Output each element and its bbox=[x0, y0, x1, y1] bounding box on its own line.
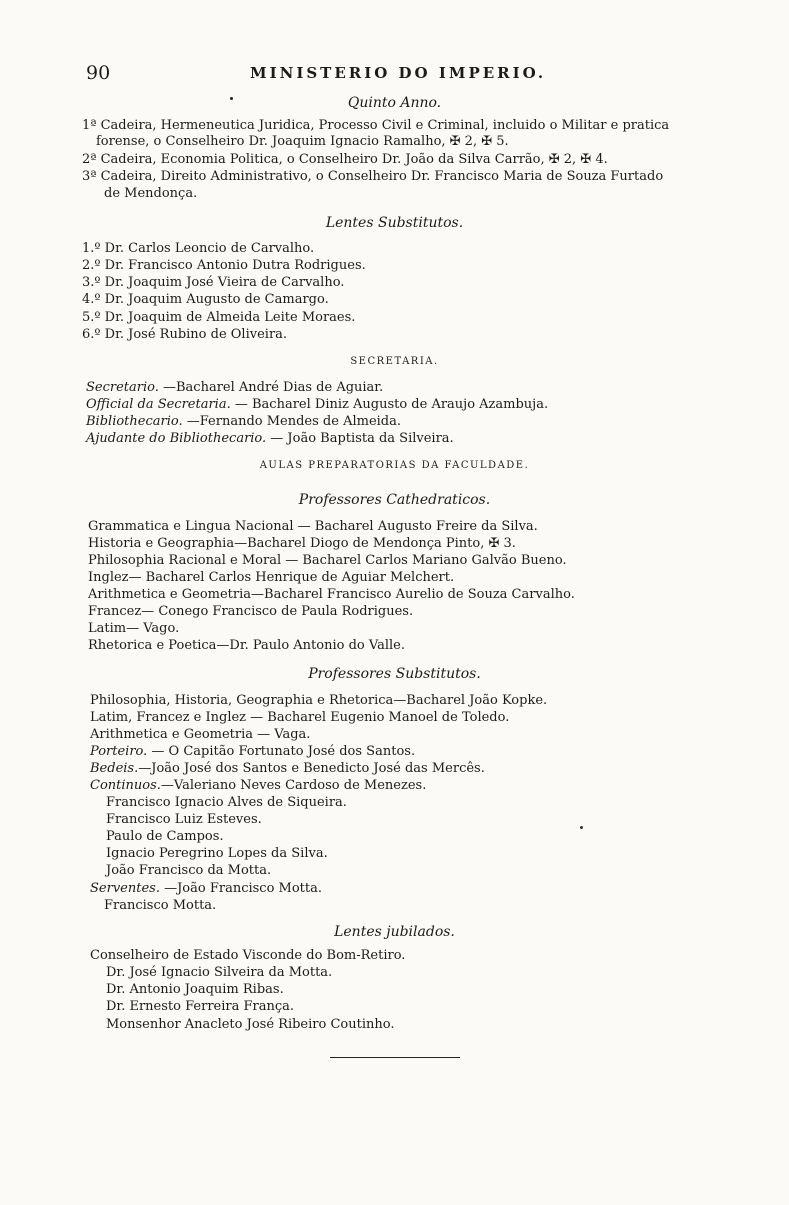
lente-substituto-line: 1.º Dr. Carlos Leoncio de Carvalho. bbox=[82, 241, 315, 256]
quinto-line: 1ª Cadeira, Hermeneutica Juridica, Processo Civil e Criminal, incluido o Militar e pratica bbox=[82, 118, 670, 133]
jubilado-line: Dr. Antonio Joaquim Ribas. bbox=[106, 982, 284, 997]
page-number: 90 bbox=[86, 62, 111, 84]
continuo-line: Francisco Luiz Esteves. bbox=[106, 812, 262, 827]
running-title: MINISTERIO DO IMPERIO. bbox=[250, 64, 547, 82]
cathedratico-line: Historia e Geographia—Bacharel Diogo de Mendonça Pinto, ✠ 3. bbox=[88, 536, 516, 551]
role-label: Bibliothecario. bbox=[86, 414, 183, 429]
professores-cathedraticos-heading: Professores Cathedraticos. bbox=[298, 492, 491, 508]
cathedratico-line: Inglez— Bacharel Carlos Henrique de Aguiar Melchert. bbox=[88, 570, 455, 585]
role-label: Continuos. bbox=[90, 778, 161, 793]
role-label: Secretario. bbox=[86, 380, 159, 395]
continuo-line: Paulo de Campos. bbox=[106, 829, 224, 844]
aulas-heading: AULAS PREPARATORIAS DA FACULDADE. bbox=[259, 460, 530, 471]
professores-substitutos-heading: Professores Substitutos. bbox=[308, 666, 481, 682]
cathedratico-line: Rhetorica e Poetica—Dr. Paulo Antonio do Valle. bbox=[88, 638, 405, 653]
substituto-line: Latim, Francez e Inglez — Bacharel Eugenio Manoel de Toledo. bbox=[90, 710, 510, 725]
secretaria-entry bbox=[86, 397, 548, 412]
jubilado-line: Conselheiro de Estado Visconde do Bom-Retiro. bbox=[90, 948, 406, 963]
role-holder: — Bacharel Diniz Augusto de Araujo Azambuja. bbox=[230, 397, 549, 412]
cathedratico-line: Latim— Vago. bbox=[88, 621, 180, 636]
continuo-line: Ignacio Peregrino Lopes da Silva. bbox=[106, 846, 328, 861]
role-label: Official da Secretaria. bbox=[86, 397, 231, 412]
quinto-line: 2ª Cadeira, Economia Politica, o Conselheiro Dr. João da Silva Carrão, ✠ 2, ✠ 4. bbox=[82, 152, 608, 167]
staff-entry bbox=[90, 778, 426, 793]
quinto-line: de Mendonça. bbox=[104, 186, 198, 201]
role-holder: —Fernando Mendes de Almeida. bbox=[182, 414, 402, 429]
closing-rule bbox=[330, 1057, 460, 1058]
role-holder: —João Francisco Motta. bbox=[159, 881, 323, 896]
role-holder: — João Baptista da Silveira. bbox=[266, 431, 454, 446]
jubilado-line: Monsenhor Anacleto José Ribeiro Coutinho. bbox=[106, 1017, 395, 1032]
secretaria-heading: SECRETARIA. bbox=[350, 356, 439, 367]
role-label: Ajudante do Bibliothecario. bbox=[86, 431, 267, 446]
role-holder: —João José dos Santos e Benedicto José das Mercês. bbox=[138, 761, 485, 776]
lente-substituto-line: 3.º Dr. Joaquim José Vieira de Carvalho. bbox=[82, 275, 345, 290]
staff-entry bbox=[90, 761, 485, 776]
lente-substituto-line: 5.º Dr. Joaquim de Almeida Leite Moraes. bbox=[82, 310, 356, 325]
lente-substituto-line: 2.º Dr. Francisco Antonio Dutra Rodrigues. bbox=[82, 258, 366, 273]
quinto-line: 3ª Cadeira, Direito Administrativo, o Conselheiro Dr. Francisco Maria de Souza Furtado bbox=[82, 169, 664, 184]
cathedratico-line: Philosophia Racional e Moral — Bacharel Carlos Mariano Galvão Bueno. bbox=[88, 553, 567, 568]
secretaria-entry bbox=[86, 414, 401, 429]
lentes-substitutos-heading: Lentes Substitutos. bbox=[325, 215, 464, 231]
jubilado-line: Dr. Ernesto Ferreira França. bbox=[106, 999, 294, 1014]
role-holder: —Bacharel André Dias de Aguiar. bbox=[158, 380, 384, 395]
secretaria-entry bbox=[86, 380, 383, 395]
cathedratico-line: Arithmetica e Geometria—Bacharel Francisco Aurelio de Souza Carvalho. bbox=[88, 587, 575, 602]
servente-line: Francisco Motta. bbox=[104, 898, 217, 913]
continuo-line: Francisco Ignacio Alves de Siqueira. bbox=[106, 795, 347, 810]
ink-speck bbox=[580, 826, 583, 829]
continuo-line: João Francisco da Motta. bbox=[106, 863, 272, 878]
quinto-line: forense, o Conselheiro Dr. Joaquim Ignacio Ramalho, ✠ 2, ✠ 5. bbox=[96, 134, 509, 149]
role-holder: —Valeriano Neves Cardoso de Menezes. bbox=[160, 778, 427, 793]
lentes-jubilados-heading: Lentes jubilados. bbox=[334, 924, 455, 940]
role-label: Bedeis. bbox=[90, 761, 139, 776]
role-label: Serventes. bbox=[90, 881, 160, 896]
secretaria-entry bbox=[86, 431, 454, 446]
role-label: Porteiro. bbox=[90, 744, 148, 759]
cathedratico-line: Francez— Conego Francisco de Paula Rodrigues. bbox=[88, 604, 414, 619]
quinto-anno-heading: Quinto Anno. bbox=[347, 95, 442, 111]
lente-substituto-line: 4.º Dr. Joaquim Augusto de Camargo. bbox=[82, 292, 329, 307]
staff-entry bbox=[90, 744, 415, 759]
jubilado-line: Dr. José Ignacio Silveira da Motta. bbox=[106, 965, 333, 980]
role-holder: — O Capitão Fortunato José dos Santos. bbox=[147, 744, 416, 759]
substituto-line: Arithmetica e Geometria — Vaga. bbox=[90, 727, 311, 742]
cathedratico-line: Grammatica e Lingua Nacional — Bacharel Augusto Freire da Silva. bbox=[88, 519, 538, 534]
serventes-entry bbox=[90, 881, 322, 896]
lente-substituto-line: 6.º Dr. José Rubino de Oliveira. bbox=[82, 327, 288, 342]
substituto-line: Philosophia, Historia, Geographia e Rhetorica—Bacharel João Kopke. bbox=[90, 693, 548, 708]
